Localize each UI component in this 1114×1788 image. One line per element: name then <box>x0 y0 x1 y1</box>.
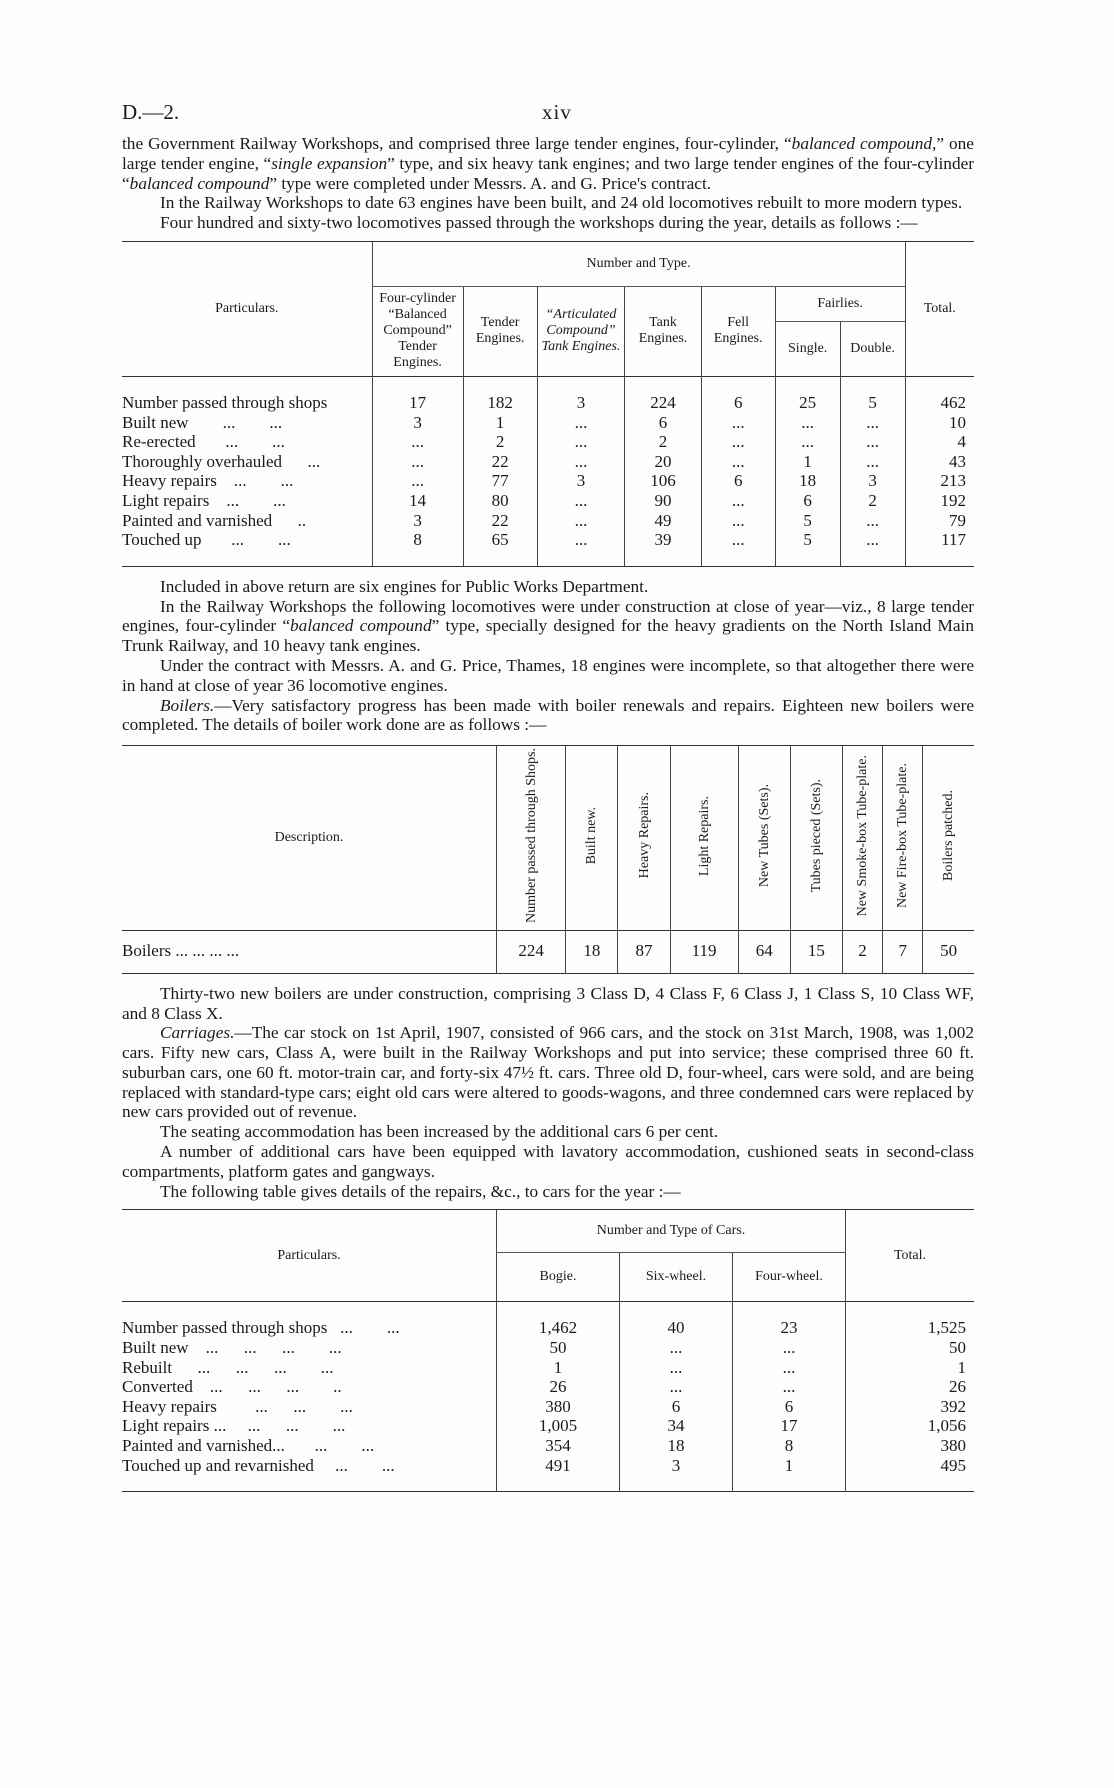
locomotive-row <box>122 432 974 452</box>
boilers-value: 7 <box>883 931 923 974</box>
locomotive-cell: 462 <box>905 393 974 413</box>
locomotives-table <box>122 241 974 567</box>
locomotive-cell: 3 <box>840 471 905 491</box>
fairlies-single-header: Single. <box>775 321 840 376</box>
locomotive-cell: 65 <box>463 530 537 550</box>
paragraph-new-boilers: Thirty-two new boilers are under construction, comprising 3 Class D, 4 Class F, 6 Class J, 1 Class S, 10 Class WF, and 8 Class X. <box>122 983 974 1023</box>
cars-row-label: Touched up and revarnished ... ... <box>122 1455 395 1475</box>
locomotive-row-label: Thoroughly overhauled ... <box>122 451 321 471</box>
locomotive-cell: 213 <box>905 471 974 491</box>
cars-cell: 1,056 <box>846 1416 975 1436</box>
locomotive-cell: 6 <box>701 471 775 491</box>
cars-row <box>122 1436 974 1456</box>
col-heavy-repairs: Heavy Repairs. <box>618 746 670 931</box>
cars-cell: 1,525 <box>846 1318 975 1338</box>
locomotive-cell: ... <box>840 452 905 472</box>
locomotive-cell: ... <box>840 432 905 452</box>
locomotive-row <box>122 530 974 550</box>
locomotive-cell: 2 <box>840 491 905 511</box>
locomotive-cell: 79 <box>905 511 974 531</box>
locomotive-cell: 117 <box>905 530 974 550</box>
locomotive-cell: ... <box>537 491 625 511</box>
cars-row-label: Rebuilt ... ... ... ... <box>122 1357 334 1377</box>
cars-row <box>122 1377 974 1397</box>
col-tubes-pieced: Tubes pieced (Sets). <box>790 746 842 931</box>
report-code: D.—2. <box>122 100 180 124</box>
cars-row-label: Converted ... ... ... .. <box>122 1377 342 1397</box>
cars-cell: 3 <box>620 1456 733 1476</box>
locomotive-cell: ... <box>372 432 463 452</box>
locomotive-cell: 6 <box>701 393 775 413</box>
locomotive-cell: ... <box>775 432 840 452</box>
particulars-header: Particulars. <box>215 300 279 316</box>
locomotive-cell: 39 <box>625 530 701 550</box>
fairlies-header: Fairlies. <box>775 286 905 321</box>
locomotive-cell: ... <box>701 413 775 433</box>
col-six-wheel: Six-wheel. <box>620 1253 733 1302</box>
cars-cell: 50 <box>846 1338 975 1358</box>
locomotive-row-label: Light repairs ... ... <box>122 490 286 510</box>
boilers-value: 15 <box>790 931 842 974</box>
cars-cell: 380 <box>497 1397 620 1417</box>
cars-cell: 17 <box>733 1416 846 1436</box>
locomotive-cell: 5 <box>840 393 905 413</box>
locomotive-cell: ... <box>701 530 775 550</box>
cars-cell: ... <box>620 1377 733 1397</box>
cars-cell: 392 <box>846 1397 975 1417</box>
boilers-value: 119 <box>670 931 738 974</box>
paragraph-public-works: Included in above return are six engines for Public Works Department. <box>160 576 649 596</box>
locomotive-row-label: Heavy repairs ... ... <box>122 471 294 491</box>
cars-group-header: Number and Type of Cars. <box>497 1210 846 1253</box>
locomotive-cell: 77 <box>463 471 537 491</box>
cars-cell: 34 <box>620 1416 733 1436</box>
cars-row-label: Heavy repairs ... ... ... <box>122 1396 353 1416</box>
col-tank-engines: Tank Engines. <box>625 286 701 376</box>
locomotive-row-label: Number passed through shops <box>122 392 328 412</box>
locomotive-cell: 18 <box>775 471 840 491</box>
locomotive-row <box>122 511 974 531</box>
cars-cell: 40 <box>620 1318 733 1338</box>
locomotive-row <box>122 452 974 472</box>
cars-cell: 354 <box>497 1436 620 1456</box>
locomotive-row <box>122 491 974 511</box>
locomotive-row <box>122 393 974 413</box>
locomotive-row-label: Painted and varnished .. <box>122 510 307 530</box>
cars-row <box>122 1318 974 1338</box>
col-fire-box: New Fire-box Tube-plate. <box>883 746 923 931</box>
locomotive-cell: 5 <box>775 530 840 550</box>
page-header <box>122 100 974 134</box>
locomotive-cell: 49 <box>625 511 701 531</box>
locomotive-cell: ... <box>537 432 625 452</box>
cars-row-label: Number passed through shops ... ... <box>122 1318 400 1338</box>
locomotive-cell: ... <box>701 491 775 511</box>
boilers-value: 2 <box>842 931 882 974</box>
paragraph-cars-table-intro: The following table gives details of the repairs, &c., to cars for the year :— <box>160 1181 681 1201</box>
cars-row <box>122 1358 974 1378</box>
cars-cell: 23 <box>733 1318 846 1338</box>
locomotive-cell: 8 <box>372 530 463 550</box>
cars-cell: ... <box>620 1338 733 1358</box>
paragraph-under-construction: In the Railway Workshops the following locomotives were under construction at close of year—viz., 8 large tender engines, four-cylinder “balanced compound” type, specially designed for the heavy gradients on the North Island Main Trunk Railway, and 10 heavy tank engines. <box>122 596 974 656</box>
locomotive-cell: 106 <box>625 471 701 491</box>
paragraph-seating: The seating accommodation has been increased by the additional cars 6 per cent. <box>160 1122 719 1142</box>
cars-cell: 1 <box>846 1358 975 1378</box>
document-page <box>122 100 974 1492</box>
cars-row-label: Light repairs ... ... ... ... <box>122 1416 346 1436</box>
locomotive-cell: 25 <box>775 393 840 413</box>
locomotive-cell: 2 <box>625 432 701 452</box>
locomotive-cell: ... <box>840 511 905 531</box>
cars-table <box>122 1209 974 1492</box>
locomotive-cell: ... <box>537 452 625 472</box>
locomotive-cell: 22 <box>463 452 537 472</box>
cars-cell: 26 <box>497 1377 620 1397</box>
cars-cell: ... <box>733 1377 846 1397</box>
cars-cell: 1 <box>497 1358 620 1378</box>
locomotive-cell: 3 <box>372 413 463 433</box>
page-number: xiv <box>542 100 572 124</box>
cars-cell: 380 <box>846 1436 975 1456</box>
locomotive-cell: 6 <box>775 491 840 511</box>
locomotive-cell: 90 <box>625 491 701 511</box>
locomotive-cell: 4 <box>905 432 974 452</box>
col-articulated: “Articulated Compound” Tank Engines. <box>537 286 625 376</box>
boilers-table <box>122 745 974 974</box>
locomotive-cell: ... <box>537 413 625 433</box>
locomotive-cell: 20 <box>625 452 701 472</box>
paragraph-locomotives-passed: Four hundred and sixty-two locomotives passed through the workshops during the year, details as follows :— <box>160 213 918 233</box>
cars-cell: 6 <box>733 1397 846 1417</box>
col-tender-engines: Tender Engines. <box>463 286 537 376</box>
locomotive-cell: 17 <box>372 393 463 413</box>
locomotive-row-label: Built new ... ... <box>122 412 283 432</box>
cars-cell: 1 <box>733 1456 846 1476</box>
col-smoke-box: New Smoke-box Tube-plate. <box>842 746 882 931</box>
boilers-row-label: Boilers ... ... ... ... <box>122 941 240 961</box>
cars-cell: ... <box>620 1358 733 1378</box>
locomotive-cell: 3 <box>372 511 463 531</box>
boilers-value: 224 <box>497 931 566 974</box>
cars-cell: 26 <box>846 1377 975 1397</box>
locomotive-cell: 6 <box>625 413 701 433</box>
col-built-new: Built new. <box>566 746 618 931</box>
cars-particulars-header: Particulars. <box>277 1247 341 1263</box>
cars-row <box>122 1456 974 1476</box>
cars-cell: 491 <box>497 1456 620 1476</box>
fairlies-double-header: Double. <box>840 321 905 376</box>
cars-row-label: Painted and varnished... ... ... <box>122 1436 375 1456</box>
cars-row-label: Built new ... ... ... ... <box>122 1338 342 1358</box>
cars-cell: 1,462 <box>497 1318 620 1338</box>
locomotive-cell: ... <box>701 511 775 531</box>
col-fell-engines: Fell Engines. <box>701 286 775 376</box>
locomotive-cell: ... <box>701 452 775 472</box>
locomotive-cell: 1 <box>775 452 840 472</box>
col-bogie: Bogie. <box>497 1253 620 1302</box>
cars-cell: 8 <box>733 1436 846 1456</box>
locomotive-cell: ... <box>537 530 625 550</box>
col-light-repairs: Light Repairs. <box>670 746 738 931</box>
total-header: Total. <box>905 241 974 376</box>
locomotive-cell: ... <box>840 413 905 433</box>
locomotive-cell: 192 <box>905 491 974 511</box>
locomotive-cell: 10 <box>905 413 974 433</box>
locomotive-row <box>122 471 974 491</box>
cars-cell: 1,005 <box>497 1416 620 1436</box>
col-passed-shops: Number passed through Shops. <box>497 746 566 931</box>
locomotive-cell: 5 <box>775 511 840 531</box>
locomotive-cell: ... <box>775 413 840 433</box>
number-type-header: Number and Type. <box>372 241 905 286</box>
boilers-value: 64 <box>738 931 790 974</box>
paragraph-additional-cars: A number of additional cars have been equipped with lavatory accommodation, cushioned seats in second-class compartments, platform gates and gangways. <box>122 1142 974 1181</box>
cars-row <box>122 1397 974 1417</box>
locomotive-row-label: Touched up ... ... <box>122 530 291 550</box>
cars-cell: 18 <box>620 1436 733 1456</box>
boilers-value: 18 <box>566 931 618 974</box>
locomotive-cell: ... <box>372 471 463 491</box>
locomotive-cell: 80 <box>463 491 537 511</box>
cars-row <box>122 1338 974 1358</box>
locomotive-cell: 22 <box>463 511 537 531</box>
paragraph-price-contract: Under the contract with Messrs. A. and G. Price, Thames, 18 engines were incomplete, so that altogether there were in hand at close of year 36 locomotive engines. <box>122 655 974 695</box>
locomotive-cell: 1 <box>463 413 537 433</box>
cars-cell: 6 <box>620 1397 733 1417</box>
locomotive-cell: ... <box>701 432 775 452</box>
col-new-tubes: New Tubes (Sets). <box>738 746 790 931</box>
cars-cell: ... <box>733 1338 846 1358</box>
paragraph-carriages: Carriages.—The car stock on 1st April, 1907, consisted of 966 cars, and the stock on 31st March, 1908, was 1,002 cars. Fifty new cars, Class A, were built in the Railway Workshops and put into service; these comprised three 60 ft. suburban cars, one 60 ft. motor-train car, and forty-six 47½ ft. cars. Three old D, four-wheel, cars were sold, and are being replaced with standard-type cars; eight old cars were altered to goods-wagons, and three condemned cars were replaced by new cars provided out of revenue. <box>122 1023 974 1122</box>
cars-cell: ... <box>733 1358 846 1378</box>
boilers-value: 50 <box>923 931 974 974</box>
locomotive-cell: 43 <box>905 452 974 472</box>
col-four-wheel: Four-wheel. <box>733 1253 846 1302</box>
col-four-cylinder: Four-cylinder “Balanced Compound” Tender Engines. <box>372 286 463 376</box>
locomotive-cell: 224 <box>625 393 701 413</box>
paragraph-boilers: Boilers.—Very satisfactory progress has been made with boiler renewals and repairs. Eighteen new boilers were completed. The details of boiler work done are as follows :— <box>122 695 974 735</box>
cars-row <box>122 1416 974 1436</box>
locomotive-cell: 2 <box>463 432 537 452</box>
locomotive-cell: ... <box>840 530 905 550</box>
boilers-value: 87 <box>618 931 670 974</box>
paragraph-engines-built: In the Railway Workshops to date 63 engines have been built, and 24 old locomotives rebuilt to more modern types. <box>160 193 963 213</box>
locomotive-row <box>122 413 974 433</box>
locomotive-cell: ... <box>537 511 625 531</box>
locomotive-cell: 3 <box>537 471 625 491</box>
paragraph-engines-completed: the Government Railway Workshops, and comprised three large tender engines, four-cylinder, “balanced compound,” one large tender engine, “single expansion” type, and six heavy tank engines; and two large tender engines of the four-cylinder “balanced compound” type were completed under Messrs. A. and G. Price's contract. <box>122 134 975 193</box>
cars-total-header: Total. <box>846 1210 975 1302</box>
description-header: Description. <box>274 830 344 846</box>
col-boilers-patched: Boilers patched. <box>923 746 974 931</box>
locomotive-cell: ... <box>372 452 463 472</box>
locomotive-cell: 182 <box>463 393 537 413</box>
cars-cell: 50 <box>497 1338 620 1358</box>
locomotive-cell: 3 <box>537 393 625 413</box>
cars-cell: 495 <box>846 1456 975 1476</box>
locomotive-cell: 14 <box>372 491 463 511</box>
locomotive-row-label: Re-erected ... ... <box>122 432 285 452</box>
